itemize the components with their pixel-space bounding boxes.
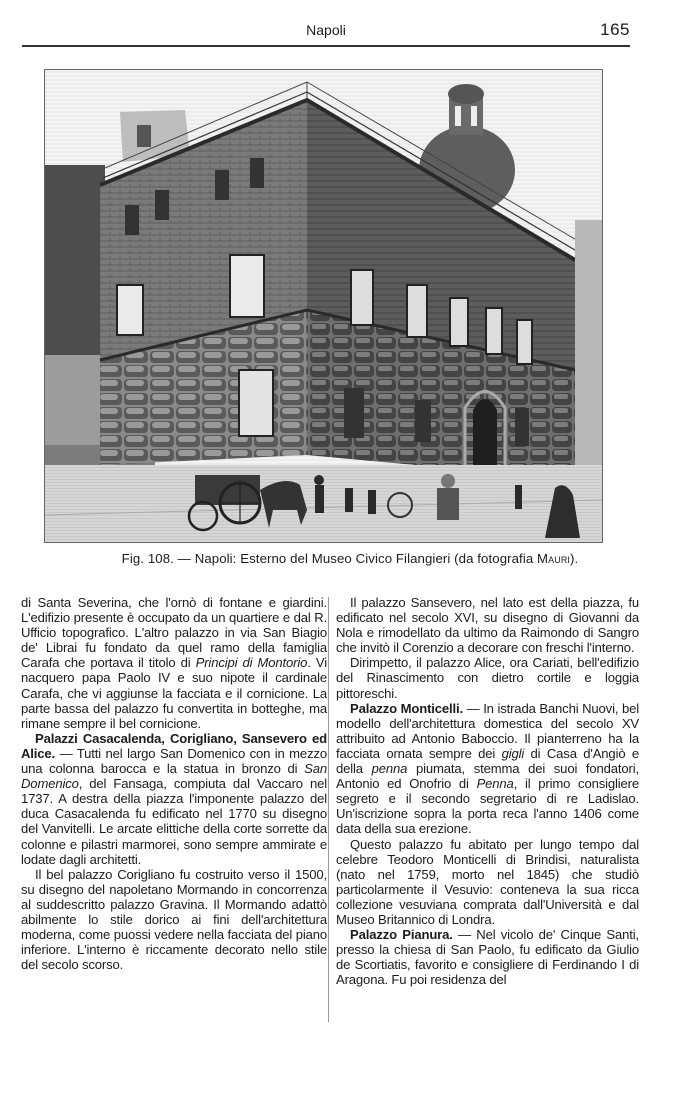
paragraph xyxy=(21,731,327,867)
italic-run: Penna xyxy=(476,776,514,792)
caption-text: Fig. 108. — Napoli: Esterno del Museo Civico Filangieri (da fotografia xyxy=(121,551,538,566)
figure-caption xyxy=(0,551,700,566)
text-run: . Vi nacquero papa Paolo IV e suo nipote il cardinale Carafa, che vi aggiunse la facciata e il cornicione. La parte bassa del palazzo fu convertita in botteghe, ma rimane sempre il bel cornicione. xyxy=(21,655,328,731)
right-column xyxy=(336,595,639,987)
header-rule xyxy=(22,45,630,47)
caption-end: ). xyxy=(570,551,579,566)
text-run: di Casa d'Angiò e della xyxy=(336,745,639,777)
italic-run: gigli xyxy=(501,745,525,761)
text-run: , il primo consigliere segreto e il secondo segretario di re Ladislao. Un'iscrizione sopra la porta reca l'anno 1406 come data della sua erezione. xyxy=(336,776,639,837)
paragraph: Dirimpetto, il palazzo Alice, ora Cariati, bell'edifizio del Rinascimento con dietro cortile e loggia pittoreschi. xyxy=(336,655,639,701)
paragraph: Questo palazzo fu abitato per lungo tempo dal celebre Teodoro Monticelli di Brindisi, naturalista (nato nel 1759, morto nel 1845) che studiò particolarmente il Vesuvio: conteneva la sua ricca collezione vesuviana comprata dall'Università e dal Museo Britannico di Londra. xyxy=(336,836,639,927)
paragraph-heading: Palazzo Monticelli. xyxy=(350,700,463,716)
text-run: — Tutti nel largo San Domenico con in mezzo una colonna barocca e la statua in bronzo di xyxy=(21,745,327,777)
paragraph xyxy=(336,701,639,837)
section-title: Napoli xyxy=(306,22,346,38)
paragraph: Il palazzo Sansevero, nel lato est della piazza, fu edificato nel secolo XVI, su disegno di Giovanni da Nola e rimodellato da ultimo da Raimondo di Sangro che invitò il Corenzio a decorare con freschi l'interno. xyxy=(336,595,639,656)
figure-illustration xyxy=(44,69,603,543)
italic-run: San Domenico xyxy=(21,761,327,792)
paragraph-heading: Palazzi Casacalenda, Corigliano, Sansevero ed Alice. xyxy=(21,730,327,761)
running-header xyxy=(22,20,630,42)
italic-run: penna xyxy=(371,761,408,777)
left-column xyxy=(21,595,327,972)
text-run: , del Fansaga, compiuta dal Vaccaro nel 1737. A destra della piazza l'imponente palazzo del duca Casacalenda fu edificato nel 1770 su disegno del Vanvitelli. Le arcate elittiche della corte sorrette da colonne e pilastri marmorei, sono sempre ammirate e lodate dagli architetti. xyxy=(21,776,327,867)
text-run: — Nel vicolo de' Cinque Santi, presso la chiesa di San Paolo, fu edificato da Giulio de Scortiatis, favorito e consigliere di Ferdinando I di Aragona. Fu poi residenza del xyxy=(336,927,639,988)
page-number: 165 xyxy=(600,20,630,39)
paragraph xyxy=(336,927,639,987)
paragraph-heading: Palazzo Pianura. xyxy=(350,927,453,943)
text-run: piumata, stemma dei suoi fondatori, Antonio ed Onofrio di xyxy=(336,761,639,792)
paragraph: Il bel palazzo Corigliano fu costruito verso il 1500, su disegno del napoletano Mormando in concorrenza al suddescritto palazzo Gravina. Il Mormando adattò abilmente lo stile dorico ai fini dell'architettura moderna, come puossi vedere nella facciata del piano inferiore. L'interno è riccamente decorato nello stile del secolo scorso. xyxy=(21,866,327,973)
caption-credit: Mauri xyxy=(537,551,571,566)
italic-run: Principi di Montorio xyxy=(195,655,308,671)
text-run: di Santa Severina, che l'ornò di fontane e giardini. L'edifizio presente è occupato da un quartiere e dal R. Ufficio topografico. L'altro palazzo in via San Biagio de' Librai fu fondato da quel ramo della famiglia Carafa che portava il titolo di xyxy=(21,595,327,671)
engraving-palazzo-icon xyxy=(45,70,602,542)
paragraph xyxy=(21,595,327,731)
text-run: — In istrada Banchi Nuovi, bel modello dell'architettura domestica del secolo XV attribuito ad Antonio Baboccio. Il pianterreno ha la facciata ornata sempre dei xyxy=(336,700,639,761)
column-divider xyxy=(328,597,329,1022)
